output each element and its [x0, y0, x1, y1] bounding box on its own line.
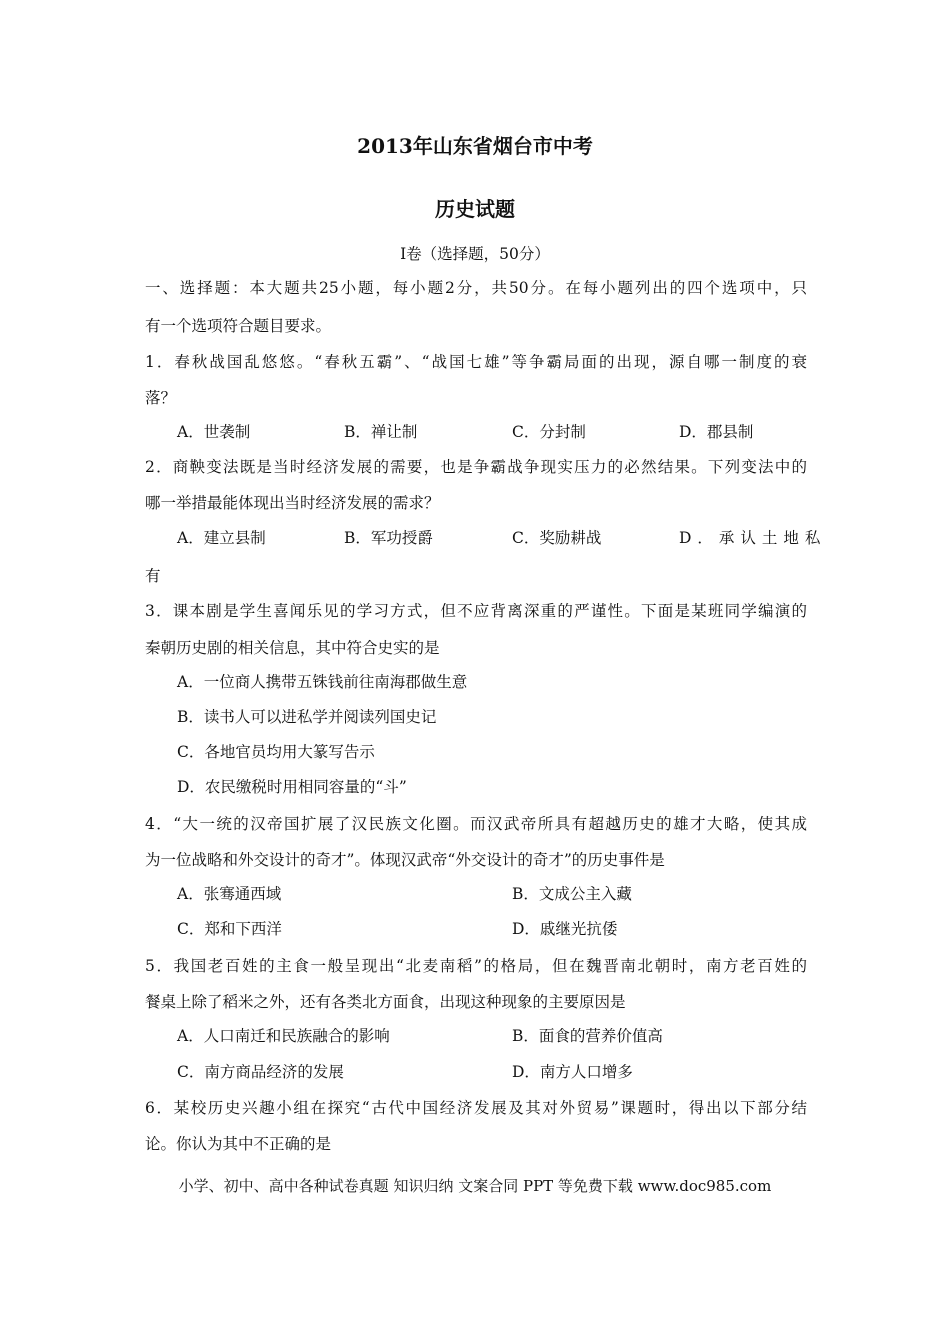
- q2-option-d: D．承认土地私: [679, 529, 827, 547]
- q4-option-b: B．文成公主入藏: [512, 885, 632, 903]
- q3-option-b: B．读书人可以进私学并阅读列国史记: [177, 708, 437, 726]
- q4-option-d: D．戚继光抗倭: [512, 920, 618, 938]
- q5-option-d: D．南方人口增多: [512, 1063, 633, 1081]
- q2-option-b: B．军功授爵: [344, 529, 433, 547]
- q4-option-c: C．郑和下西洋: [177, 920, 282, 938]
- q3-option-d: D．农民缴税时用相同容量的“斗”: [177, 778, 407, 796]
- q4-stem-line-2: 为一位战略和外交设计的奇才”。体现汉武帝“外交设计的奇才”的历史事件是: [145, 851, 665, 869]
- q1-stem-line-2: 落？: [145, 389, 177, 407]
- q4-stem-line-1: 4．“大一统的汉帝国扩展了汉民族文化圈。而汉武帝所具有超越历史的雄才大略，使其成: [145, 815, 807, 833]
- q3-option-c: C．各地官员均用大篆写告示: [177, 743, 375, 761]
- q5-option-c: C．南方商品经济的发展: [177, 1063, 344, 1081]
- q3-stem-line-2: 秦朝历史剧的相关信息，其中符合史实的是: [145, 639, 440, 657]
- q5-stem-line-2: 餐桌上除了稻米之外，还有各类北方面食，出现这种现象的主要原因是: [145, 993, 626, 1011]
- q2-option-d-wrap: 有: [145, 567, 161, 585]
- q4-option-a: A．张骞通西域: [177, 885, 282, 903]
- q1-stem-line-1: 1．春秋战国乱悠悠。“春秋五霸”、“战国七雄”等争霸局面的出现，源自哪一制度的衰: [145, 353, 807, 371]
- q1-option-b: B．禅让制: [344, 423, 418, 441]
- exam-subtitle: 历史试题: [435, 197, 515, 221]
- section-heading: Ⅰ卷（选择题，50分）: [400, 245, 550, 263]
- q2-stem-line-1: 2．商鞅变法既是当时经济发展的需要，也是争霸战争现实压力的必然结果。下列变法中的: [145, 458, 807, 476]
- q3-stem-line-1: 3．课本剧是学生喜闻乐见的学习方式，但不应背离深重的严谨性。下面是某班同学编演的: [145, 602, 807, 620]
- instructions-line-2: 有一个选项符合题目要求。: [145, 317, 332, 335]
- q2-option-a: A．建立县制: [177, 529, 266, 547]
- q2-option-c: C．奖励耕战: [512, 529, 602, 547]
- q5-stem-line-1: 5．我国老百姓的主食一般呈现出“北麦南稻”的格局，但在魏晋南北朝时，南方老百姓的: [145, 957, 807, 975]
- q6-stem-line-1: 6．某校历史兴趣小组在探究“古代中国经济发展及其对外贸易”课题时，得出以下部分结: [145, 1099, 807, 1117]
- q1-option-a: A．世袭制: [177, 423, 251, 441]
- page-footer: 小学、初中、高中各种试卷真题 知识归纳 文案合同 PPT 等免费下载 www.doc985.com: [178, 1177, 772, 1195]
- exam-title: 2013年山东省烟台市中考: [357, 134, 593, 158]
- q2-stem-line-2: 哪一举措最能体现出当时经济发展的需求？: [145, 494, 440, 512]
- q5-option-a: A．人口南迁和民族融合的影响: [177, 1027, 390, 1045]
- instructions-line-1: 一、选择题：本大题共25小题，每小题2分，共50分。在每小题列出的四个选项中，只: [145, 279, 807, 297]
- q1-option-d: D．郡县制: [679, 423, 754, 441]
- q6-stem-line-2: 论。你认为其中不正确的是: [145, 1135, 332, 1153]
- q5-option-b: B．面食的营养价值高: [512, 1027, 663, 1045]
- q3-option-a: A．一位商人携带五铢钱前往南海郡做生意: [177, 673, 468, 691]
- q1-option-c: C．分封制: [512, 423, 586, 441]
